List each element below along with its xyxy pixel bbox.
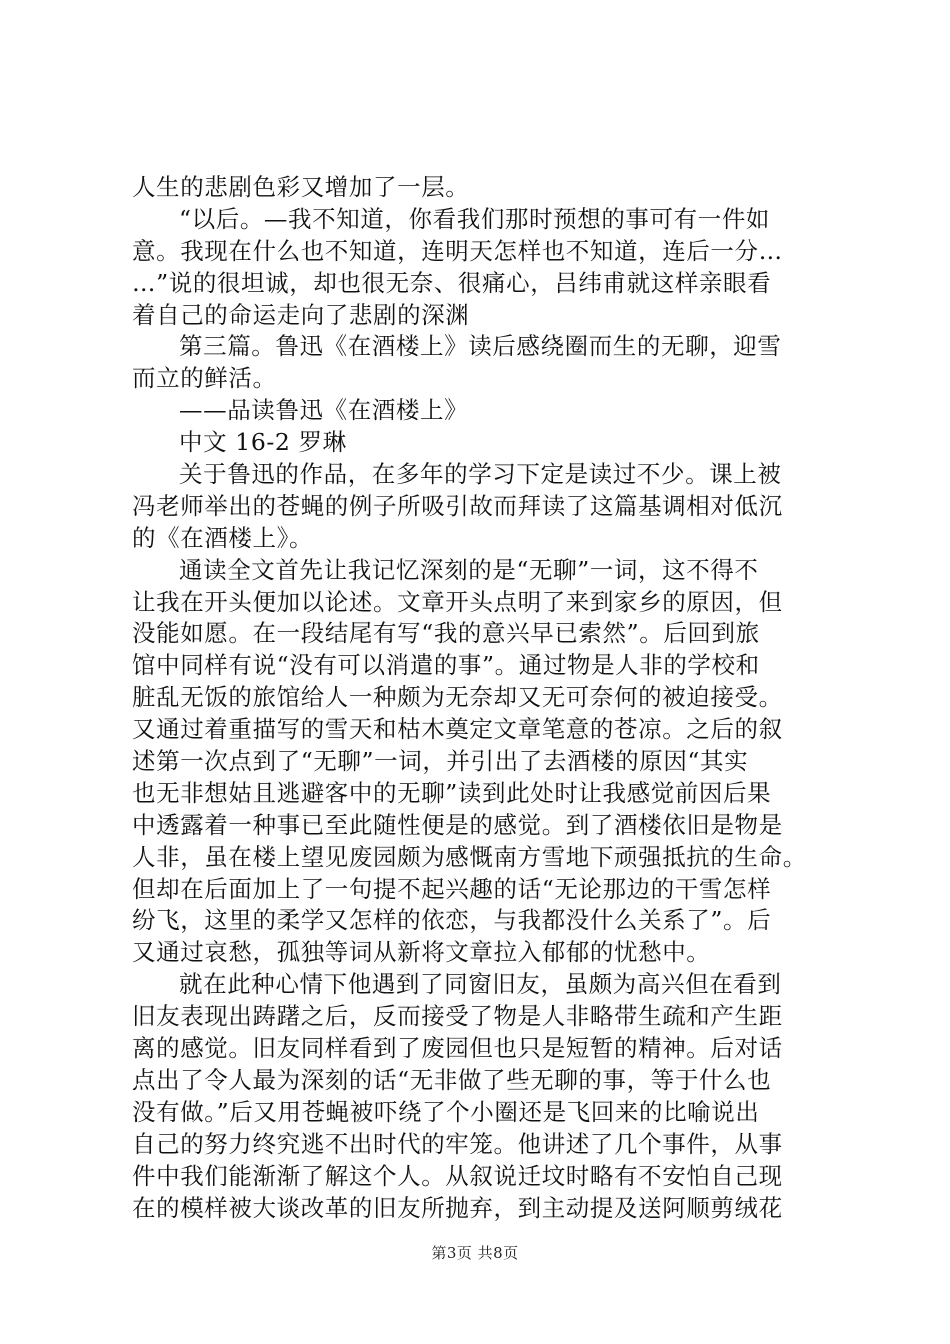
text-line: 没能如愿。在一段结尾有写“我的意兴早已索然”。后回到旅	[132, 619, 760, 648]
text-line: 人生的悲剧色彩又增加了一层。	[132, 173, 470, 201]
text-line: ——品读鲁迅《在酒楼上》	[179, 396, 469, 425]
text-line: 中文 16-2 罗琳	[179, 428, 347, 457]
text-line: 点出了令人最为深刻的话“无非做了些无聊的事，等于什么也	[132, 1065, 772, 1094]
text-line: 纷飞，这里的柔学又怎样的依恋，与我都没什么关系了”。后	[132, 906, 772, 935]
text-line: 但却在后面加上了一句提不起兴趣的话“无论那边的干雪怎样	[132, 874, 772, 903]
text-line: 就在此种心情下他遇到了同窗旧友，虽颇为高兴但在看到	[179, 970, 782, 999]
text-line: 离的感觉。旧友同样看到了废园但也只是短暂的精神。后对话	[132, 1034, 783, 1063]
text-line: 述第一次点到了“无聊”一词，并引出了去酒楼的原因“其实	[132, 747, 749, 776]
text-line: 在的模样被大谈改革的旧友所抛弃，到主动提及送阿顺剪绒花	[132, 1193, 783, 1222]
text-line: 件中我们能渐渐了解这个人。从叙说迁坟时略有不安怕自己现	[132, 1161, 783, 1190]
document-body	[132, 172, 838, 1224]
text-line: 自己的努力终究逃不出时代的牢笼。他讲述了几个事件，从事	[132, 1129, 783, 1158]
text-line: 没有做。”后又用苍蝇被吓绕了个小圈还是飞回来的比喻说出	[132, 1097, 760, 1126]
text-line: 人非，虽在楼上望见废园颇为感慨南方雪地下顽强抵抗的生命。	[132, 842, 807, 871]
text-line: 第三篇。鲁迅《在酒楼上》读后感绕圈而生的无聊，迎雪	[179, 332, 782, 361]
text-line: 着自己的命运走向了悲剧的深渊	[132, 300, 470, 329]
text-line: 馆中同样有说“没有可以消遣的事”。通过物是人非的学校和	[132, 651, 760, 680]
text-line: 又通过着重描写的雪天和枯木奠定文章笔意的苍凉。之后的叙	[132, 715, 783, 744]
text-line: 让我在开头便加以论述。文章开头点明了来到家乡的原因，但	[132, 587, 783, 616]
text-line: “以后。—我不知道，你看我们那时预想的事可有一件如	[179, 204, 771, 233]
text-line: 的《在酒楼上》。	[132, 523, 314, 552]
text-line: 也无非想姑且逃避客中的无聊”读到此处时让我感觉前因后果	[132, 778, 772, 807]
text-line: 中透露着一种事已至此随性便是的感觉。到了酒楼依旧是物是	[132, 810, 783, 839]
text-line: 意。我现在什么也不知道，连明天怎样也不知道，连后一分…	[132, 236, 783, 265]
text-line: …”说的很坦诚，却也很无奈、很痛心，吕纬甫就这样亲眼看	[132, 268, 772, 297]
text-line: 通读全文首先让我记忆深刻的是“无聊”一词，这不得不	[179, 555, 759, 584]
text-line: 脏乱无饭的旅馆给人一种颇为无奈却又无可奈何的被迫接受。	[132, 683, 783, 712]
text-line: 又通过哀愁，孤独等词从新将文章拉入郁郁的忧愁中。	[132, 938, 711, 967]
text-line: 冯老师举出的苍蝇的例子所吸引故而拜读了这篇基调相对低沉	[132, 491, 783, 520]
text-line: 关于鲁迅的作品，在多年的学习下定是读过不少。课上被	[179, 460, 782, 489]
text-line: 旧友表现出踌躇之后，反而接受了物是人非略带生疏和产生距	[132, 1002, 783, 1031]
page-number-footer: 第3页 共8页	[431, 1244, 519, 1262]
text-line: 而立的鲜活。	[132, 364, 277, 393]
